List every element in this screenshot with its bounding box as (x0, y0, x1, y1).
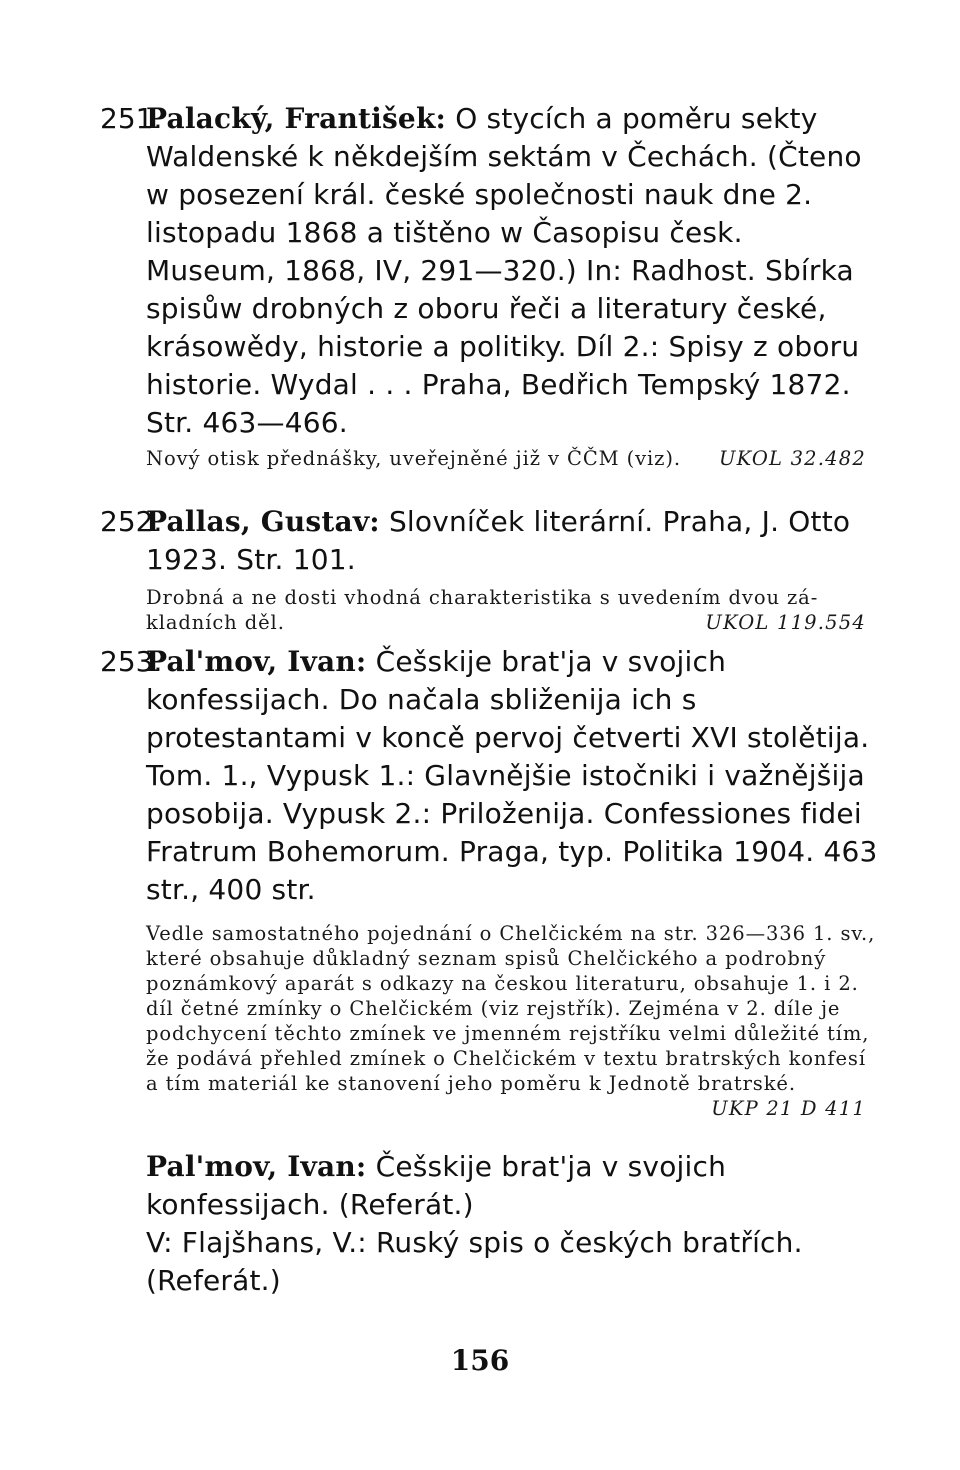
entry-note-text: Nový otisk přednášky, uveřejněné již v ČČM (viz). (146, 447, 681, 470)
entry-author: Palacký, František: (146, 102, 447, 135)
entry-note (146, 921, 880, 1120)
entry-text (146, 503, 880, 579)
bibliography-entry-252 (100, 503, 880, 635)
entry-description: V: Flajšhans, V.: Ruský spis o českých bratřích. (Referát.) (146, 1226, 803, 1297)
entry-description: Češskije brat'ja v svojich konfessijach. (Referát.) (146, 1150, 727, 1221)
entry-note (146, 585, 880, 635)
entry-number: 252. (100, 505, 163, 538)
entry-number: 251. (100, 102, 163, 135)
entry-author: Pallas, Gustav: (146, 505, 380, 538)
entry-signature: UKP 21 D 411 (711, 1097, 866, 1120)
entry-note-line: Drobná a ne dosti vhodná charakteristika s uvedením dvou zá- (146, 586, 819, 609)
entry-description: O stycích a poměru sekty Waldenské k někdejším sektám v Čechách. (Čteno w posezení král. české společnosti nauk dne 2. listopadu 1868 a tištěno w Časopisu česk. Museum, 1868, IV, 291—320.) In: Radhost. Sbírka spisůw drobných z oboru řeči a literatury české, krásowědy, historie a politiky. Díl 2.: Spisy z oboru historie. Wydal . . . Praha, Bedřich Tempský 1872. Str. 463—466. (146, 102, 862, 439)
entry-note (146, 446, 880, 471)
entry-note-line: kladních děl. (146, 611, 285, 634)
bibliography-entry-251 (100, 100, 880, 471)
entry-text (146, 1224, 880, 1300)
entry-description: Češskije brat'ja v svojich konfessijach. Do načala sbliženija ich s protestantami v koncě pervoj četverti XVI stolětija. Tom. 1., Vypusk 1.: Glavnějšie istočniki i važnějšija posobija. Vypusk 2.: Priloženija. Confessiones fidei Fratrum Bohemorum. Praga, typ. Politika 1904. 463 str., 400 str. (146, 645, 878, 906)
entry-author: Pal'mov, Ivan: (146, 1150, 367, 1183)
entry-text (146, 643, 880, 909)
bibliography-entry-253 (100, 643, 880, 1121)
entry-signature: UKOL 32.482 (718, 447, 866, 470)
entry-author: Pal'mov, Ivan: (146, 645, 367, 678)
entry-note-text: Vedle samostatného pojednání o Chelčickém na str. 326—336 1. sv., které obsahuje důkladný seznam spisů Chelčického a podrobný poznámkový aparát s odkazy na českou literaturu, obsahuje 1. i 2. díl četné zmínky o Chelčickém (viz rejstřík). Zejména v 2. díle je podchycení těchto zmínek ve jmenném rejstříku velmi důležité tím, že podává přehled zmínek o Chelčickém v textu bratrských konfesí a tím materiál ke stanovení jeho poměru k Jednotě bratrské. (146, 922, 876, 1095)
entry-text (146, 100, 880, 442)
entry-number: 253. (100, 645, 163, 678)
entry-signature: UKOL 119.554 (705, 611, 866, 634)
entry-description: Slovníček literární. Praha, J. Otto 1923. Str. 101. (146, 505, 851, 576)
related-entry (100, 1224, 880, 1300)
page-number: 156 (450, 1344, 510, 1377)
related-entry (100, 1148, 880, 1224)
entry-text (146, 1148, 880, 1224)
